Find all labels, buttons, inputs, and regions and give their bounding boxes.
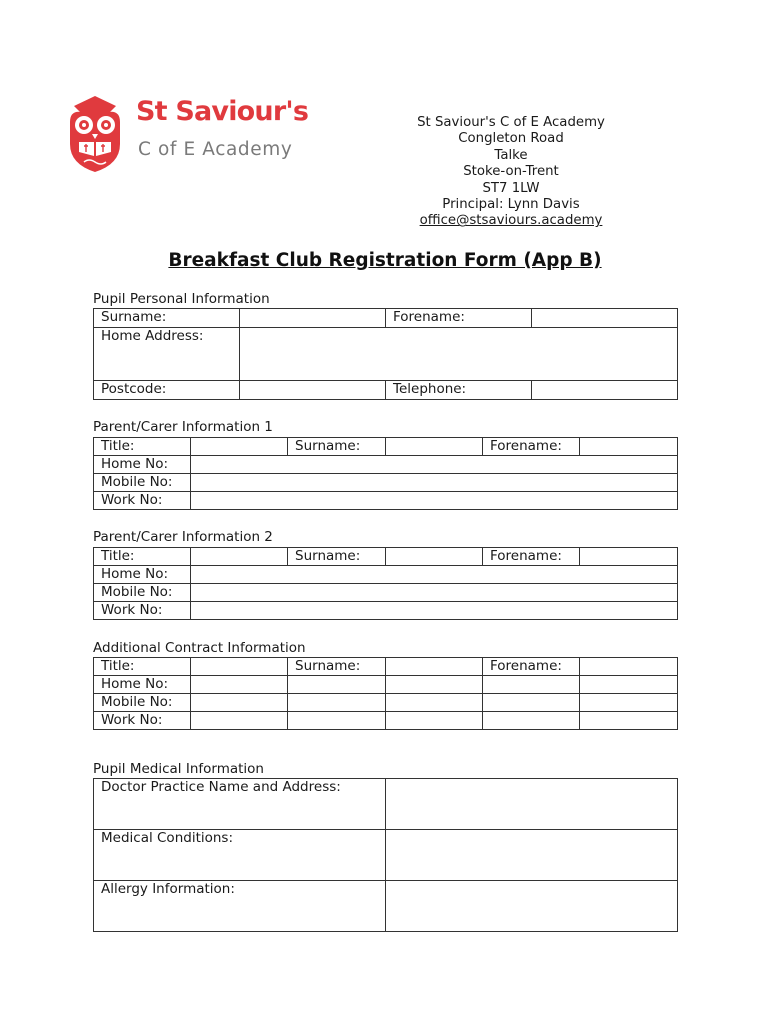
allergy-field[interactable] [386, 881, 678, 932]
forename-label: Forename: [483, 548, 580, 566]
home-no-label: Home No: [94, 676, 191, 694]
school-logo [64, 92, 309, 176]
medical-conditions-field[interactable] [386, 830, 678, 881]
work-no-field[interactable] [191, 492, 678, 510]
surname-label: Surname: [94, 309, 240, 328]
pupil-surname-field[interactable] [240, 309, 386, 328]
title-label: Title: [94, 438, 191, 456]
title-field[interactable] [191, 548, 288, 566]
address-line: Congleton Road [458, 131, 564, 147]
work-no-field-4[interactable] [483, 712, 580, 730]
forename-field[interactable] [580, 658, 678, 676]
telephone-label: Telephone: [386, 381, 532, 400]
work-no-field-2[interactable] [288, 712, 386, 730]
work-no-field[interactable] [191, 602, 678, 620]
postcode-field[interactable] [240, 381, 386, 400]
school-address [396, 115, 626, 230]
home-no-field[interactable] [191, 566, 678, 584]
title-label: Title: [94, 548, 191, 566]
address-line: St Saviour's C of E Academy [417, 115, 605, 130]
owl-crest-icon [64, 92, 126, 174]
mobile-no-label: Mobile No: [94, 694, 191, 712]
pupil-info-table [93, 308, 678, 400]
title-label: Title: [94, 658, 191, 676]
allergy-label: Allergy Information: [94, 881, 386, 932]
medical-conditions-label: Medical Conditions: [94, 830, 386, 881]
address-line: Stoke-on-Trent [463, 164, 559, 180]
mobile-no-field[interactable] [191, 694, 288, 712]
home-no-label: Home No: [94, 566, 191, 584]
home-no-field-5[interactable] [580, 676, 678, 694]
surname-field[interactable] [386, 658, 483, 676]
pupil-section-title: Pupil Personal Information [93, 291, 270, 307]
surname-field[interactable] [386, 438, 483, 456]
surname-label: Surname: [288, 438, 386, 456]
surname-label: Surname: [288, 548, 386, 566]
medical-section-title: Pupil Medical Information [93, 761, 264, 777]
additional-contact-section-title: Additional Contract Information [93, 640, 306, 656]
doctor-label: Doctor Practice Name and Address: [94, 779, 386, 830]
mobile-no-field[interactable] [191, 584, 678, 602]
postcode-label: Postcode: [94, 381, 240, 400]
home-no-field[interactable] [191, 456, 678, 474]
work-no-field-5[interactable] [580, 712, 678, 730]
title-field[interactable] [191, 438, 288, 456]
home-no-field-3[interactable] [386, 676, 483, 694]
home-no-label: Home No: [94, 456, 191, 474]
work-no-field[interactable] [191, 712, 288, 730]
work-no-field-3[interactable] [386, 712, 483, 730]
parent1-table [93, 437, 678, 510]
logo-school-name: St Saviour's [136, 96, 309, 127]
surname-label: Surname: [288, 658, 386, 676]
title-field[interactable] [191, 658, 288, 676]
work-no-label: Work No: [94, 602, 191, 620]
home-no-field[interactable] [191, 676, 288, 694]
doctor-field[interactable] [386, 779, 678, 830]
forename-field[interactable] [580, 548, 678, 566]
address-line: Principal: Lynn Davis [442, 197, 580, 213]
mobile-no-field-5[interactable] [580, 694, 678, 712]
email-link[interactable]: office@stsaviours.academy [419, 213, 603, 229]
mobile-no-field-3[interactable] [386, 694, 483, 712]
mobile-no-field[interactable] [191, 474, 678, 492]
home-address-field[interactable] [240, 328, 678, 381]
home-address-label: Home Address: [94, 328, 240, 381]
parent2-table [93, 547, 678, 620]
address-line: ST7 1LW [482, 180, 540, 196]
mobile-no-label: Mobile No: [94, 474, 191, 492]
home-no-field-4[interactable] [483, 676, 580, 694]
forename-label: Forename: [483, 438, 580, 456]
mobile-no-label: Mobile No: [94, 584, 191, 602]
address-line: Talke [494, 147, 528, 163]
form-title: Breakfast Club Registration Form (App B) [168, 250, 602, 271]
parent2-section-title: Parent/Carer Information 2 [93, 529, 273, 545]
telephone-field[interactable] [532, 381, 678, 400]
forename-label: Forename: [386, 309, 532, 328]
parent1-section-title: Parent/Carer Information 1 [93, 419, 273, 435]
work-no-label: Work No: [94, 712, 191, 730]
pupil-forename-field[interactable] [532, 309, 678, 328]
forename-label: Forename: [483, 658, 580, 676]
medical-table [93, 778, 678, 932]
forename-field[interactable] [580, 438, 678, 456]
logo-subtitle: C of E Academy [138, 139, 293, 160]
mobile-no-field-2[interactable] [288, 694, 386, 712]
additional-contact-table [93, 657, 678, 730]
work-no-label: Work No: [94, 492, 191, 510]
home-no-field-2[interactable] [288, 676, 386, 694]
mobile-no-field-4[interactable] [483, 694, 580, 712]
surname-field[interactable] [386, 548, 483, 566]
